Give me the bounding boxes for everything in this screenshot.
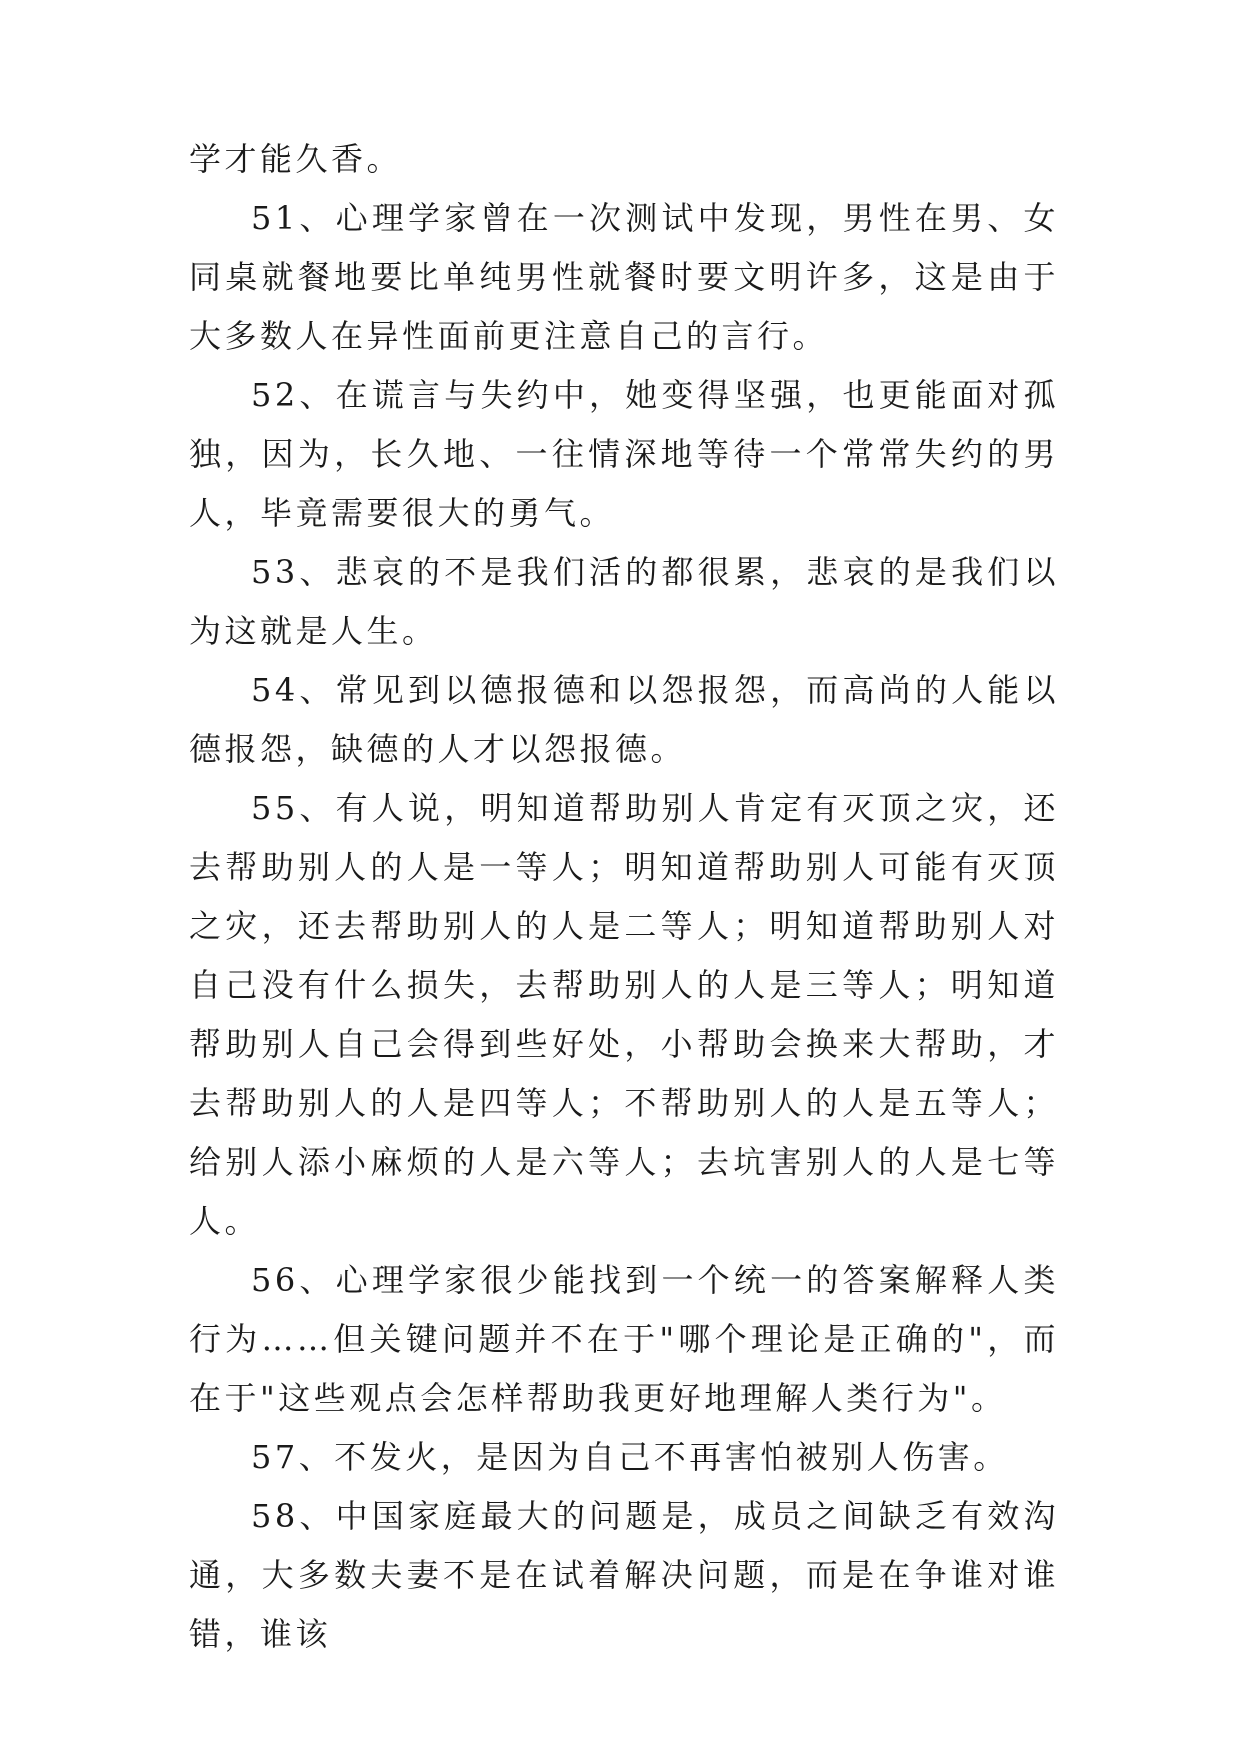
paragraph-51: 51、心理学家曾在一次测试中发现，男性在男、女同桌就餐地要比单纯男性就餐时要文明许多，这是由于大多数人在异性面前更注意自己的言行。 [189, 199, 1059, 355]
paragraph-56: 56、心理学家很少能找到一个统一的答案解释人类行为……但关键问题并不在于"哪个理论是正确的"，而在于"这些观点会怎样帮助我更好地理解人类行为"。 [189, 1261, 1059, 1417]
body-text [189, 130, 1059, 1664]
paragraph-54: 54、常见到以德报德和以怨报怨，而高尚的人能以德报怨，缺德的人才以怨报德。 [189, 671, 1059, 768]
paragraph-58: 58、中国家庭最大的问题是，成员之间缺乏有效沟通，大多数夫妻不是在试着解决问题，而是在争谁对谁错，谁该 [189, 1497, 1059, 1653]
paragraph-55: 55、有人说，明知道帮助别人肯定有灭顶之灾，还去帮助别人的人是一等人；明知道帮助别人可能有灭顶之灾，还去帮助别人的人是二等人；明知道帮助别人对自己没有什么损失，去帮助别人的人是三等人；明知道帮助别人自己会得到些好处，小帮助会换来大帮助，才去帮助别人的人是四等人；不帮助别人的人是五等人；给别人添小麻烦的人是六等人；去坑害别人的人是七等人。 [189, 789, 1059, 1240]
paragraph-52: 52、在谎言与失约中，她变得坚强，也更能面对孤独，因为，长久地、一往情深地等待一个常常失约的男人，毕竟需要很大的勇气。 [189, 376, 1059, 532]
paragraph-continuation: 学才能久香。 [189, 140, 403, 178]
paragraph-53: 53、悲哀的不是我们活的都很累，悲哀的是我们以为这就是人生。 [189, 553, 1059, 650]
paragraph-57: 57、不发火，是因为自己不再害怕被别人伤害。 [251, 1438, 1009, 1476]
